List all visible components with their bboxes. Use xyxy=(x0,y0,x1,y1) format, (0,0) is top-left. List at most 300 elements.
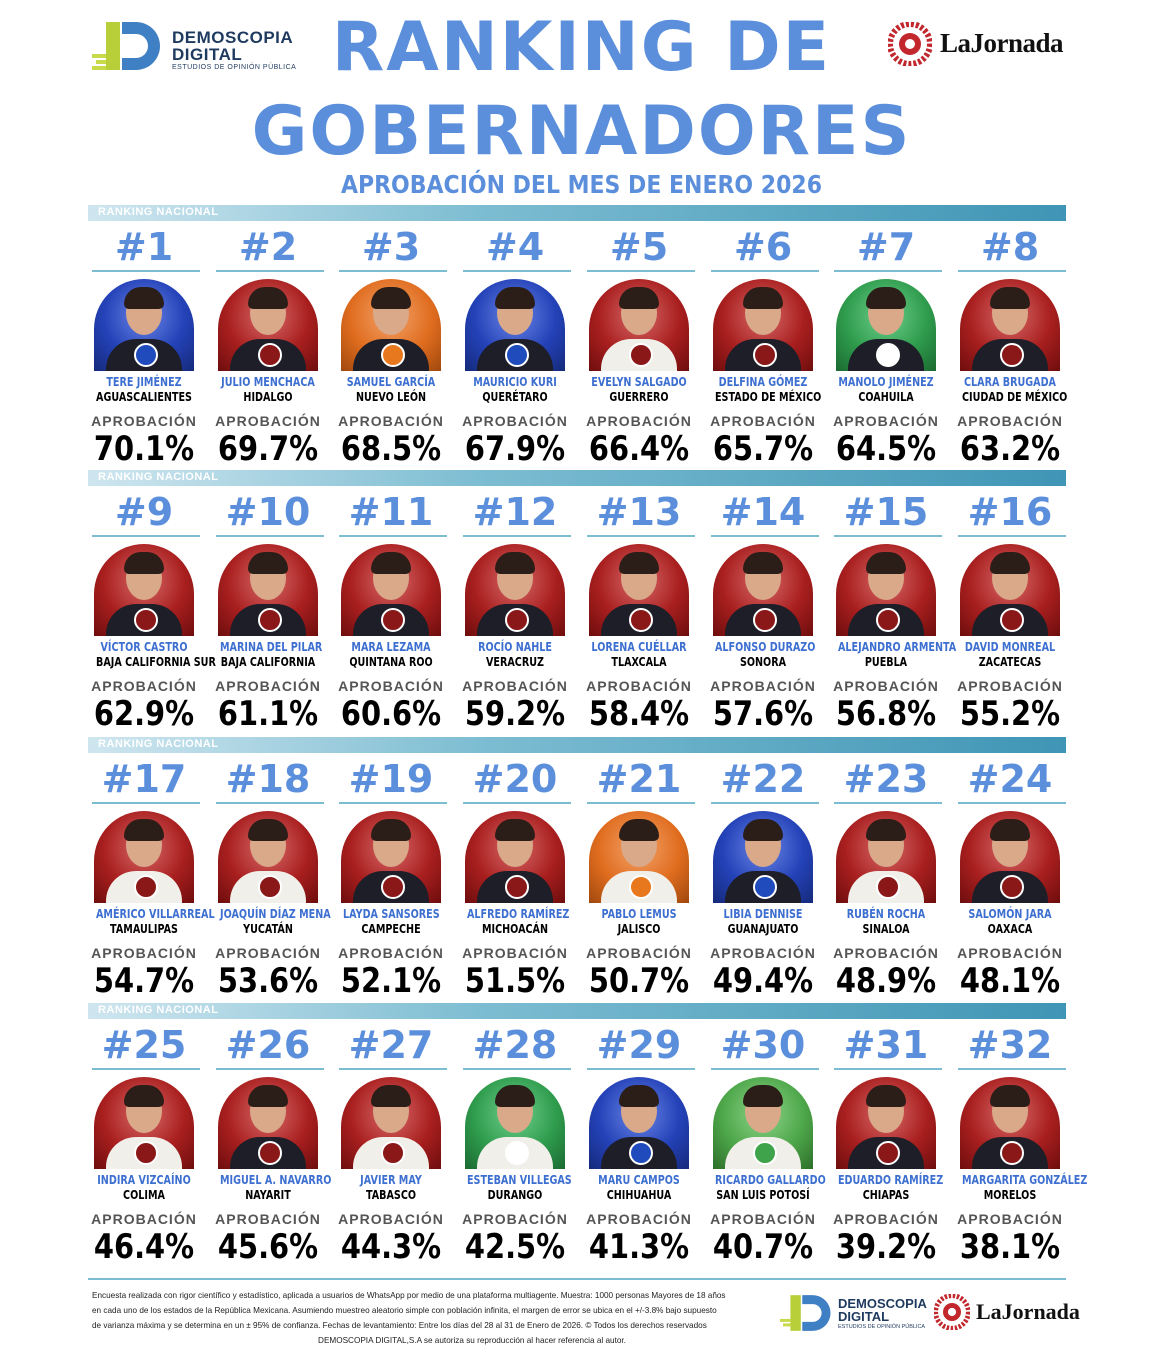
approval-label: APROBACIÓN xyxy=(710,945,816,961)
governor-state: OAXACA xyxy=(987,922,1033,936)
party-logo-icon xyxy=(629,875,653,899)
rank-number: #20 xyxy=(472,757,558,801)
governor-card xyxy=(707,223,822,473)
party-logo-icon xyxy=(134,875,158,899)
governor-state: COLIMA xyxy=(123,1188,165,1202)
approval-value: 60.6% xyxy=(340,694,442,734)
approval-label: APROBACIÓN xyxy=(338,1211,444,1227)
footer-line-3: de varianza máxima y se determina en un ± 95% de confianza. Fechas de levantamiento: Entre los días del 28 al 31 de Enero de 2026. © Todos los derechos reservados xyxy=(92,1321,707,1330)
governor-name: MANOLO JIMÉNEZ xyxy=(838,375,934,389)
rank-underline xyxy=(92,535,200,537)
approval-label: APROBACIÓN xyxy=(833,413,939,429)
governor-name: ALEJANDRO ARMENTA xyxy=(838,640,957,654)
title-line-1: RANKING DE xyxy=(331,8,832,87)
approval-value: 70.1% xyxy=(93,429,195,469)
governor-state: TABASCO xyxy=(365,1188,417,1202)
governor-name: LIBIA DENNISE xyxy=(723,907,803,921)
photo-hair xyxy=(619,1085,659,1107)
governor-name: MARINA DEL PILAR xyxy=(220,640,323,654)
ranking-bar xyxy=(88,470,1066,486)
governor-card xyxy=(583,223,695,473)
governor-name: LAYDA SANSORES xyxy=(343,907,440,921)
rank-underline xyxy=(587,802,695,804)
approval-label: APROBACIÓN xyxy=(833,945,939,961)
governor-photo xyxy=(465,544,565,636)
rank-underline xyxy=(834,802,942,804)
approval-label: APROBACIÓN xyxy=(215,945,321,961)
governor-name: LORENA CUÉLLAR xyxy=(591,640,687,654)
rank-number: #3 xyxy=(361,225,421,269)
party-logo-icon xyxy=(1000,875,1024,899)
rank-number: #16 xyxy=(967,490,1053,534)
lajornada-logo xyxy=(888,22,1098,66)
governor-card xyxy=(583,1021,695,1271)
photo-hair xyxy=(990,552,1030,574)
rank-number: #12 xyxy=(472,490,558,534)
photo-hair xyxy=(124,287,164,309)
approval-label: APROBACIÓN xyxy=(462,678,568,694)
governor-state: VERACRUZ xyxy=(485,655,544,669)
party-logo-icon xyxy=(876,343,900,367)
photo-hair xyxy=(866,819,906,841)
approval-label: APROBACIÓN xyxy=(957,413,1063,429)
approval-value: 66.4% xyxy=(588,429,690,469)
governor-photo xyxy=(713,544,813,636)
photo-hair xyxy=(371,819,411,841)
approval-value: 69.7% xyxy=(217,429,319,469)
rank-underline xyxy=(958,1068,1066,1070)
governor-card xyxy=(707,488,819,738)
approval-value: 65.7% xyxy=(712,429,814,469)
governor-card xyxy=(459,755,571,1005)
photo-hair xyxy=(495,287,535,309)
approval-label: APROBACIÓN xyxy=(957,945,1063,961)
rank-number: #9 xyxy=(114,490,174,534)
rank-underline xyxy=(463,1068,571,1070)
rank-number: #14 xyxy=(720,490,806,534)
governor-state: GUANAJUATO xyxy=(727,922,799,936)
governor-state: CHIHUAHUA xyxy=(606,1188,672,1202)
rank-number: #27 xyxy=(348,1023,434,1067)
governor-photo xyxy=(94,1077,194,1169)
rank-underline xyxy=(587,1068,695,1070)
photo-hair xyxy=(495,1085,535,1107)
governor-card xyxy=(459,223,571,473)
rank-underline xyxy=(711,270,819,272)
photo-hair xyxy=(248,819,288,841)
rank-number: #25 xyxy=(101,1023,187,1067)
rank-number: #23 xyxy=(843,757,929,801)
photo-hair xyxy=(743,1085,783,1107)
approval-value: 63.2% xyxy=(959,429,1061,469)
approval-label: APROBACIÓN xyxy=(462,945,568,961)
governor-photo xyxy=(341,279,441,371)
ranking-bar xyxy=(88,737,1066,753)
party-logo-icon xyxy=(258,608,282,632)
governor-state: BAJA CALIFORNIA xyxy=(220,655,316,669)
approval-value: 45.6% xyxy=(217,1227,319,1267)
rank-underline xyxy=(216,1068,324,1070)
governor-name: MAURICIO KURI xyxy=(473,375,557,389)
party-logo-icon xyxy=(381,608,405,632)
approval-value: 57.6% xyxy=(712,694,814,734)
footer-demoscopia-name-2: DIGITAL xyxy=(838,1309,890,1324)
governor-name: MIGUEL A. NAVARRO xyxy=(220,1173,332,1187)
governor-photo xyxy=(589,279,689,371)
approval-label: APROBACIÓN xyxy=(833,1211,939,1227)
governor-photo xyxy=(836,1077,936,1169)
rank-underline xyxy=(711,802,819,804)
party-logo-icon xyxy=(258,1141,282,1165)
approval-value: 50.7% xyxy=(588,961,690,1001)
governor-card xyxy=(830,488,957,738)
approval-value: 68.5% xyxy=(340,429,442,469)
demoscopia-name-2: DIGITAL xyxy=(172,45,243,64)
approval-label: APROBACIÓN xyxy=(462,1211,568,1227)
governor-card xyxy=(212,1021,332,1271)
photo-hair xyxy=(990,287,1030,309)
party-logo-icon xyxy=(753,608,777,632)
party-logo-icon xyxy=(753,1141,777,1165)
party-logo-icon xyxy=(629,608,653,632)
party-logo-icon xyxy=(505,875,529,899)
approval-value: 44.3% xyxy=(340,1227,442,1267)
approval-value: 61.1% xyxy=(217,694,319,734)
governor-card xyxy=(954,1021,1088,1271)
demoscopia-tagline: ESTUDIOS DE OPINIÓN PÚBLICA xyxy=(172,64,297,71)
photo-hair xyxy=(248,1085,288,1107)
governor-name: MARA LEZAMA xyxy=(351,640,431,654)
governor-card xyxy=(335,1021,447,1271)
title-line-2: GOBERNADORES xyxy=(251,92,912,171)
party-logo-icon xyxy=(629,1141,653,1165)
approval-value: 38.1% xyxy=(959,1227,1061,1267)
governor-photo xyxy=(341,811,441,903)
governor-photo xyxy=(713,1077,813,1169)
photo-hair xyxy=(371,287,411,309)
photo-hair xyxy=(619,819,659,841)
photo-hair xyxy=(743,819,783,841)
governor-photo xyxy=(589,544,689,636)
rank-underline xyxy=(463,270,571,272)
governor-card xyxy=(459,1021,571,1271)
footer-demoscopia-tagline: ESTUDIOS DE OPINIÓN PÚBLICA xyxy=(838,1324,926,1330)
rank-number: #17 xyxy=(101,757,187,801)
rank-underline xyxy=(339,535,447,537)
governor-card xyxy=(212,755,331,1005)
governor-photo xyxy=(218,811,318,903)
governor-state: SINALOA xyxy=(862,922,910,936)
party-logo-icon xyxy=(505,1141,529,1165)
governor-name: RICARDO GALLARDO xyxy=(715,1173,826,1187)
approval-value: 48.1% xyxy=(959,961,1061,1001)
governor-photo xyxy=(589,1077,689,1169)
approval-label: APROBACIÓN xyxy=(586,1211,692,1227)
footer-demoscopia-d-icon xyxy=(780,1292,832,1334)
rank-number: #29 xyxy=(596,1023,682,1067)
governor-photo xyxy=(960,544,1060,636)
governor-card xyxy=(88,488,216,738)
governor-state: NAYARIT xyxy=(245,1188,291,1202)
rank-underline xyxy=(339,270,447,272)
photo-hair xyxy=(990,819,1030,841)
party-logo-icon xyxy=(1000,343,1024,367)
governor-name: TERE JIMÉNEZ xyxy=(106,375,182,389)
governor-card xyxy=(335,223,447,473)
approval-value: 46.4% xyxy=(93,1227,195,1267)
party-logo-icon xyxy=(1000,1141,1024,1165)
rank-number: #26 xyxy=(225,1023,311,1067)
rank-underline xyxy=(216,802,324,804)
rank-underline xyxy=(216,270,324,272)
governor-name: JULIO MENCHACA xyxy=(221,375,315,389)
footer-line-2: en cada uno de los estados de la República Mexicana. Asumiendo muestreo aleatorio simple con población infinita, el margen de error se ubica en el +/-3.8% bajo supuesto xyxy=(92,1306,717,1315)
governor-card xyxy=(459,488,571,738)
rank-number: #8 xyxy=(980,225,1040,269)
governor-card xyxy=(954,755,1066,1005)
governor-state: CAMPECHE xyxy=(361,922,421,936)
party-logo-icon xyxy=(753,343,777,367)
governor-state: NUEVO LEÓN xyxy=(355,390,427,404)
rank-underline xyxy=(711,1068,819,1070)
footer-line-1: Encuesta realizada con rigor científico y estadístico, aplicada a usuarios de WhatsApp por medio de una plataforma multiagente. Muestra: 1000 personas Mayores de 18 años xyxy=(92,1291,726,1300)
approval-value: 62.9% xyxy=(93,694,195,734)
lajornada-name: LaJornada xyxy=(940,28,1064,58)
ranking-bar-label: RANKING NACIONAL xyxy=(98,471,219,483)
governor-photo xyxy=(713,279,813,371)
governor-photo xyxy=(589,811,689,903)
rank-underline xyxy=(958,270,1066,272)
rank-number: #5 xyxy=(609,225,669,269)
party-logo-icon xyxy=(258,875,282,899)
rank-number: #15 xyxy=(843,490,929,534)
rank-underline xyxy=(92,270,200,272)
rank-underline xyxy=(463,802,571,804)
party-logo-icon xyxy=(134,608,158,632)
sun-icon xyxy=(888,22,932,66)
governor-state: DURANGO xyxy=(487,1188,543,1202)
governor-state: QUERÉTARO xyxy=(482,390,548,404)
approval-value: 51.5% xyxy=(464,961,566,1001)
rank-number: #31 xyxy=(843,1023,929,1067)
party-logo-icon xyxy=(876,1141,900,1165)
subtitle: APROBACIÓN DEL MES DE ENERO 2026 xyxy=(340,170,823,199)
governor-photo xyxy=(94,279,194,371)
approval-label: APROBACIÓN xyxy=(215,413,321,429)
party-logo-icon xyxy=(753,875,777,899)
governor-photo xyxy=(960,1077,1060,1169)
governor-photo xyxy=(341,544,441,636)
approval-value: 40.7% xyxy=(712,1227,814,1267)
footer-lajornada-logo xyxy=(934,1294,1094,1330)
photo-hair xyxy=(248,552,288,574)
approval-value: 56.8% xyxy=(835,694,937,734)
governor-name: MARU CAMPOS xyxy=(598,1173,680,1187)
governor-name: SAMUEL GARCÍA xyxy=(346,375,436,389)
photo-hair xyxy=(248,287,288,309)
rank-number: #7 xyxy=(856,225,916,269)
governor-photo xyxy=(218,279,318,371)
party-logo-icon xyxy=(629,343,653,367)
governor-name: ESTEBAN VILLEGAS xyxy=(467,1173,572,1187)
approval-label: APROBACIÓN xyxy=(957,1211,1063,1227)
rank-number: #28 xyxy=(472,1023,558,1067)
governor-state: SAN LUIS POTOSÍ xyxy=(716,1188,810,1202)
ranking-bar-label: RANKING NACIONAL xyxy=(98,1004,219,1016)
rank-number: #19 xyxy=(348,757,434,801)
photo-hair xyxy=(866,1085,906,1107)
governor-state: YUCATÁN xyxy=(243,922,293,936)
governor-photo xyxy=(218,544,318,636)
party-logo-icon xyxy=(381,343,405,367)
footer-demoscopia-name-1: DEMOSCOPIA xyxy=(838,1296,927,1311)
photo-hair xyxy=(124,1085,164,1107)
photo-hair xyxy=(495,819,535,841)
governor-name: ROCÍO NAHLE xyxy=(478,640,552,654)
governor-name: JAVIER MAY xyxy=(360,1173,422,1187)
footer-lajornada-name: LaJornada xyxy=(976,1299,1080,1324)
governor-photo xyxy=(465,1077,565,1169)
ranking-section xyxy=(88,470,1066,740)
governor-photo xyxy=(960,279,1060,371)
party-logo-icon xyxy=(876,608,900,632)
approval-label: APROBACIÓN xyxy=(91,945,197,961)
governor-photo xyxy=(465,279,565,371)
governor-photo xyxy=(94,811,194,903)
ranking-bar xyxy=(88,205,1066,221)
approval-value: 53.6% xyxy=(217,961,319,1001)
photo-hair xyxy=(619,287,659,309)
party-logo-icon xyxy=(381,875,405,899)
governor-card xyxy=(583,488,695,738)
governor-card xyxy=(954,223,1066,473)
approval-value: 48.9% xyxy=(835,961,937,1001)
party-logo-icon xyxy=(505,608,529,632)
rank-number: #11 xyxy=(348,490,434,534)
party-logo-icon xyxy=(876,875,900,899)
footer-sun-icon xyxy=(934,1294,970,1330)
governor-state: JALISCO xyxy=(617,922,661,936)
rank-underline xyxy=(958,535,1066,537)
party-logo-icon xyxy=(258,343,282,367)
governor-card xyxy=(707,755,819,1005)
rank-underline xyxy=(92,802,200,804)
governor-photo xyxy=(836,811,936,903)
governor-name: AMÉRICO VILLARREAL xyxy=(96,907,215,921)
approval-label: APROBACIÓN xyxy=(91,678,197,694)
governor-state: ESTADO DE MÉXICO xyxy=(715,390,822,404)
governor-card xyxy=(830,1021,942,1271)
photo-hair xyxy=(124,819,164,841)
rank-number: #32 xyxy=(967,1023,1053,1067)
governor-state: TAMAULIPAS xyxy=(110,922,178,936)
photo-hair xyxy=(371,552,411,574)
photo-hair xyxy=(743,552,783,574)
rank-underline xyxy=(339,1068,447,1070)
governor-state: SONORA xyxy=(739,655,787,669)
rank-underline xyxy=(834,1068,942,1070)
photo-hair xyxy=(866,287,906,309)
governor-state: QUINTANA ROO xyxy=(349,655,433,669)
photo-hair xyxy=(371,1085,411,1107)
governor-state: CHIAPAS xyxy=(862,1188,910,1202)
governor-photo xyxy=(836,279,936,371)
governor-card xyxy=(88,223,200,473)
rank-underline xyxy=(587,270,695,272)
governor-card xyxy=(954,488,1066,738)
governor-card xyxy=(830,223,942,473)
approval-label: APROBACIÓN xyxy=(91,413,197,429)
approval-value: 54.7% xyxy=(93,961,195,1001)
governor-name: DELFINA GÓMEZ xyxy=(718,375,808,389)
approval-value: 42.5% xyxy=(464,1227,566,1267)
governor-state: HIDALGO xyxy=(243,390,293,404)
rank-number: #4 xyxy=(485,225,545,269)
governor-card xyxy=(88,1021,200,1271)
approval-label: APROBACIÓN xyxy=(462,413,568,429)
governor-state: ZACATECAS xyxy=(978,655,1042,669)
governor-photo xyxy=(713,811,813,903)
governor-card xyxy=(88,755,215,1005)
governor-photo xyxy=(341,1077,441,1169)
party-logo-icon xyxy=(505,343,529,367)
governor-state: BAJA CALIFORNIA SUR xyxy=(96,655,216,669)
party-logo-icon xyxy=(134,1141,158,1165)
governor-name: SALOMÓN JARA xyxy=(968,907,1052,921)
governor-state: TLAXCALA xyxy=(611,655,667,669)
approval-value: 52.1% xyxy=(340,961,442,1001)
governor-card xyxy=(335,488,447,738)
photo-hair xyxy=(495,552,535,574)
governor-state: COAHUILA xyxy=(858,390,914,404)
approval-label: APROBACIÓN xyxy=(710,678,816,694)
rank-number: #6 xyxy=(733,225,793,269)
rank-number: #22 xyxy=(720,757,806,801)
approval-label: APROBACIÓN xyxy=(338,945,444,961)
rank-underline xyxy=(834,270,942,272)
approval-value: 67.9% xyxy=(464,429,566,469)
governor-state: MORELOS xyxy=(983,1188,1037,1202)
ranking-section xyxy=(88,205,1066,475)
governor-name: INDIRA VIZCAÍNO xyxy=(97,1173,191,1187)
party-logo-icon xyxy=(381,1141,405,1165)
rank-number: #30 xyxy=(720,1023,806,1067)
rank-number: #1 xyxy=(114,225,174,269)
approval-label: APROBACIÓN xyxy=(586,413,692,429)
photo-hair xyxy=(619,552,659,574)
ranking-bar-label: RANKING NACIONAL xyxy=(98,206,219,218)
photo-hair xyxy=(866,552,906,574)
rank-underline xyxy=(711,535,819,537)
approval-label: APROBACIÓN xyxy=(710,1211,816,1227)
approval-label: APROBACIÓN xyxy=(338,413,444,429)
governor-state: PUEBLA xyxy=(864,655,908,669)
governor-card xyxy=(212,488,324,738)
photo-hair xyxy=(743,287,783,309)
governor-photo xyxy=(836,544,936,636)
ranking-bar xyxy=(88,1003,1066,1019)
approval-label: APROBACIÓN xyxy=(91,1211,197,1227)
governor-name: DAVID MONREAL xyxy=(964,640,1056,654)
rank-number: #18 xyxy=(225,757,311,801)
governor-photo xyxy=(94,544,194,636)
rank-number: #24 xyxy=(967,757,1053,801)
rank-number: #13 xyxy=(596,490,682,534)
approval-label: APROBACIÓN xyxy=(833,678,939,694)
governor-card xyxy=(707,1021,826,1271)
ranking-section xyxy=(88,1003,1088,1273)
approval-value: 39.2% xyxy=(835,1227,937,1267)
